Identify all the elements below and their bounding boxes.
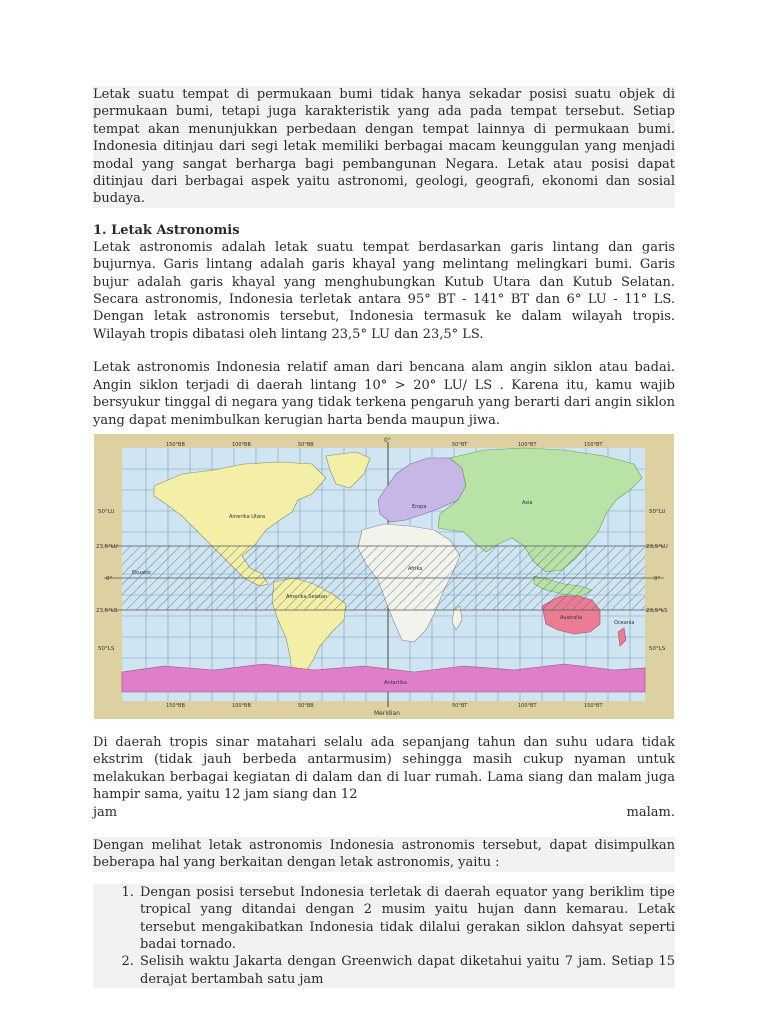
top-lon-4: 100°BT bbox=[518, 441, 537, 448]
right-lat-1: 23,5°LU bbox=[646, 543, 668, 550]
world-map-figure bbox=[94, 434, 674, 719]
right-lat-0: 50°LU bbox=[649, 508, 666, 515]
tropis-paragraph: Di daerah tropis sinar matahari selalu ada sepanjang tahun dan suhu udara tidak ekstrim (tidak jauh berbeda antarmusim) sehingga masih cukup nyaman untuk melakukan berbagai kegiatan di dalam dan di luar rumah. Lama siang dan malam juga hampir sama, yaitu 12 jam siang dan 12 bbox=[93, 734, 675, 803]
world-map-svg bbox=[94, 434, 674, 719]
left-lat-2: 0° bbox=[106, 575, 113, 582]
tropis-paragraph-end bbox=[93, 804, 675, 821]
label-asia: Asia bbox=[522, 499, 533, 506]
bottom-lon-0: 150°BB bbox=[166, 702, 185, 709]
bottom-lon-5: 150°BT bbox=[584, 702, 603, 709]
top-lon-3: 50°BT bbox=[452, 441, 468, 448]
label-europe: Eropa bbox=[412, 503, 427, 510]
siklon-paragraph: Letak astronomis Indonesia relatif aman dari bencana alam angin siklon atau badai. Angin siklon terjadi di daerah lintang 10° > 20° LU/ LS . Karena itu, kamu wajib bersyukur tinggal di negara yang tidak terkena pengaruh yang berarti dari angin siklon yang dapat menimbulkan kerugian harta benda maupun jiwa. bbox=[93, 360, 675, 428]
top-lon-5: 150°BT bbox=[584, 441, 603, 448]
right-lat-4: 50°LS bbox=[649, 645, 666, 652]
left-lat-1: 23,5°LU bbox=[96, 543, 118, 550]
astronomis-definition-paragraph: Letak astronomis adalah letak suatu tempat berdasarkan garis lintang dan garis bujurnya. Garis lintang adalah garis khayal yang melintang melingkari bumi. Garis bujur adalah garis khayal yang menghubungkan Kutub Utara dan Kutub Selatan. Secara astronomis, Indonesia terletak antara 95° BT - 141° BT dan 6° LU - 11° LS. Dengan letak astronomis tersebut, Indonesia termasuk ke dalam wilayah tropis. Wilayah tropis dibatasi oleh lintang 23,5° LU dan 23,5° LS. bbox=[93, 239, 675, 342]
bottom-lon-4: 100°BT bbox=[518, 702, 537, 709]
label-equator: Ekuator bbox=[132, 569, 152, 576]
top-lon-0: 150°BB bbox=[166, 441, 185, 448]
list-item: 1. Dengan posisi tersebut Indonesia terletak di daerah equator yang beriklim tipe tropical yang ditandai dengan 2 musim yaitu hujan dann kemarau. Letak tersebut mengakibatkan Indonesia tidak dilalui gerakan siklon dahsyat seperti badai tornado. bbox=[138, 884, 675, 954]
section-heading: 1. Letak Astronomis bbox=[93, 222, 240, 238]
label-south-america: Amerika Selatan bbox=[286, 593, 328, 600]
right-lat-2: 0° bbox=[654, 575, 661, 582]
intro-paragraph: Letak suatu tempat di permukaan bumi tidak hanya sekadar posisi suatu objek di permukaan bumi, tetapi juga karakteristik yang ada pada tempat tersebut. Setiap tempat akan menunjukkan perbedaan dengan tempat lainnya di permukaan bumi. Indonesia ditinjau dari segi letak memiliki berbagai macam keunggulan yang menjadi modal yang sangat berharga bagi pembangunan Negara. Letak atau posisi dapat ditinjau dari berbagai aspek yaitu astronomi, geologi, geografi, ekonomi dan sosial budaya. bbox=[93, 87, 675, 207]
left-lat-3: 23,5°LS bbox=[96, 607, 118, 614]
label-australia: Australia bbox=[560, 614, 583, 621]
top-lon-1: 100°BB bbox=[232, 441, 251, 448]
left-lat-0: 50°LU bbox=[98, 508, 115, 515]
bottom-lon-1: 100°BB bbox=[232, 702, 251, 709]
label-africa: Afrika bbox=[408, 565, 423, 572]
label-oceania: Oceania bbox=[614, 619, 635, 626]
kesimpulan-paragraph: Dengan melihat letak astronomis Indonesia astronomis tersebut, dapat disimpulkan beberapa hal yang berkaitan dengan letak astronomis, yaitu : bbox=[93, 837, 675, 871]
document-page bbox=[93, 86, 675, 988]
bottom-lon-2: 50°BB bbox=[298, 702, 314, 709]
bottom-lon-3: 50°BT bbox=[452, 702, 468, 709]
tropis-end-right: malam. bbox=[626, 804, 675, 820]
label-antarctica: Antartika bbox=[384, 679, 407, 686]
top-lon-2: 50°BB bbox=[298, 441, 314, 448]
tropis-end-left: jam bbox=[93, 804, 118, 820]
map-bottom-label: Meridian bbox=[374, 709, 400, 717]
kesimpulan-list bbox=[93, 884, 675, 988]
map-top-label: 0° bbox=[384, 436, 391, 444]
list-item: 2. Selisih waktu Jakarta dengan Greenwich dapat diketahui yaitu 7 jam. Setiap 15 derajat bertambah satu jam bbox=[138, 953, 675, 988]
label-north-america: Amerika Utara bbox=[229, 513, 266, 520]
right-lat-3: 23,5°LS bbox=[646, 607, 668, 614]
left-lat-4: 50°LS bbox=[98, 645, 115, 652]
